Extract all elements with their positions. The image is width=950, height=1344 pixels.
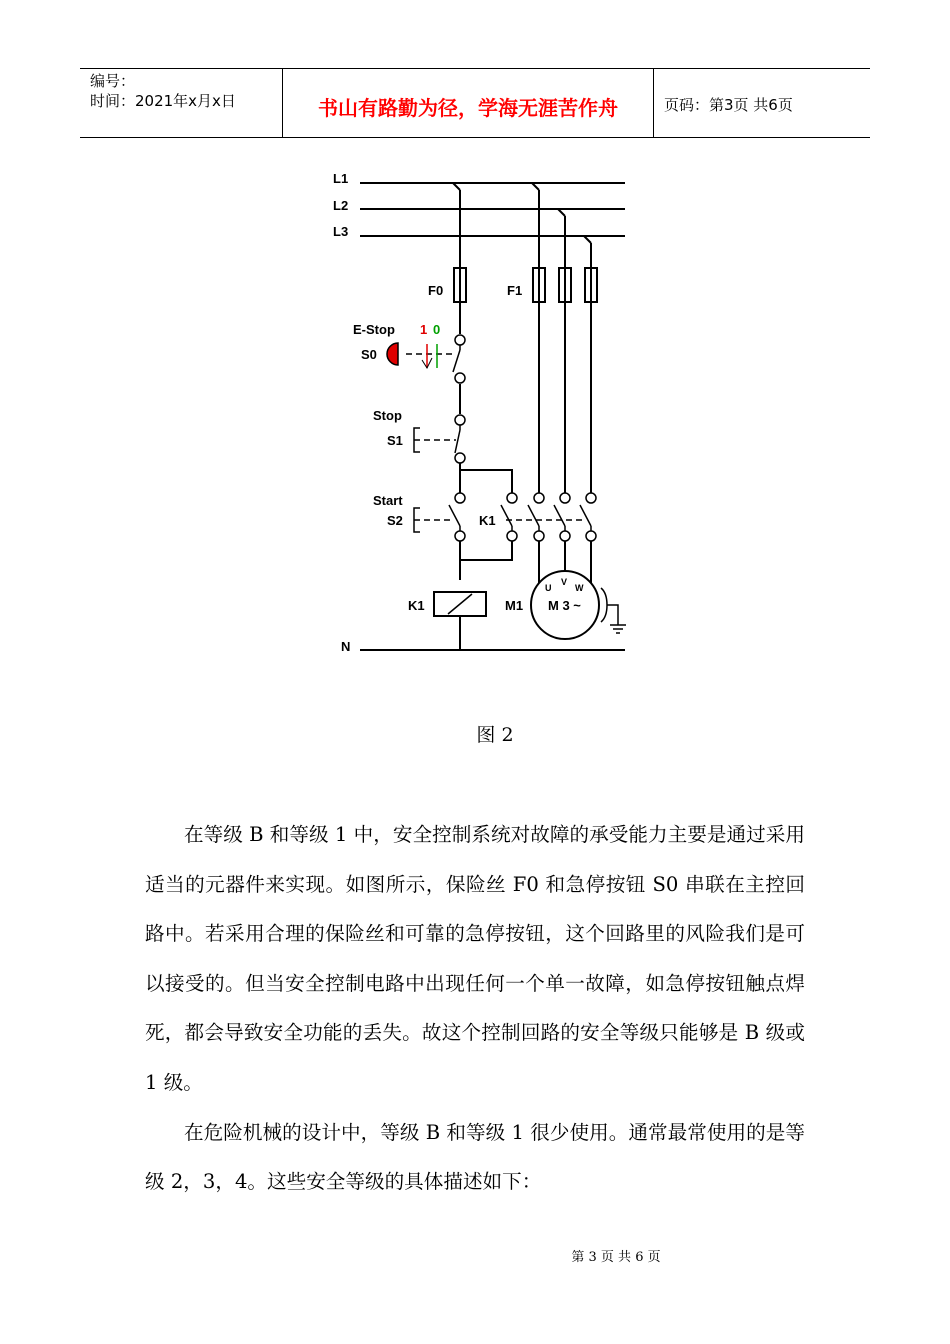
header-motto: 书山有路勤为径，学海无涯苦作舟 xyxy=(318,96,618,120)
circuit-diagram xyxy=(320,160,640,670)
label-m1: M1 xyxy=(505,598,524,613)
label-k1-coil: K1 xyxy=(408,598,425,613)
label-f1: F1 xyxy=(507,283,523,298)
label-l1: L1 xyxy=(333,171,349,186)
label-one: 1 xyxy=(420,322,428,337)
label-s1: S1 xyxy=(387,433,403,448)
fuse-f0 xyxy=(454,268,466,302)
label-w: W xyxy=(575,583,584,593)
start-switch xyxy=(414,493,465,541)
header-center-cell xyxy=(283,69,654,137)
label-u: U xyxy=(545,583,552,593)
label-v: V xyxy=(561,577,568,587)
header-page-info: 页码：第3页 共6页 xyxy=(664,96,793,114)
label-stop: Stop xyxy=(373,408,402,423)
label-f0: F0 xyxy=(428,283,444,298)
body-text xyxy=(145,810,805,1207)
label-zero: 0 xyxy=(433,322,441,337)
label-motor: M 3 ~ xyxy=(548,598,581,613)
page-footer: 第 3 页 共 6 页 xyxy=(571,1250,661,1265)
label-start: Start xyxy=(373,493,403,508)
label-s2: S2 xyxy=(387,513,403,528)
label-k1-contact: K1 xyxy=(479,513,496,528)
header-left-cell xyxy=(80,69,283,137)
paragraph: 在危险机械的设计中，等级 B 和等级 1 很少使用。通常最常使用的是等级 2，3，4。这些安全等级的具体描述如下： xyxy=(145,1120,805,1194)
estop-switch xyxy=(406,335,465,383)
time-label: 时间：2021年x月x日 xyxy=(90,92,236,110)
label-l2: L2 xyxy=(333,198,349,213)
label-s0: S0 xyxy=(361,347,377,362)
k1-contacts xyxy=(501,493,596,541)
power-wires xyxy=(532,183,591,585)
label-n: N xyxy=(341,639,351,654)
stop-switch xyxy=(414,415,465,463)
page-header xyxy=(80,68,870,138)
k1-coil xyxy=(434,592,486,616)
fuses-f1 xyxy=(533,268,597,302)
paragraph: 在等级 B 和等级 1 中，安全控制系统对故障的承受能力主要是通过采用适当的元器件来实现。如图所示，保险丝 F0 和急停按钮 S0 串联在主控回路中。若采用合理的保险丝和可靠的急停按钮，这个回路里的风险我们是可以接受的。但当安全控制电路中出现任何一个单一故障，如急停按钮触点焊死，都会导致安全功能的丢失。故这个控制回路的安全等级只能够是 B 级或 1 级。 xyxy=(145,823,805,1094)
label-estop: E-Stop xyxy=(353,322,395,337)
figure-caption: 图 2 xyxy=(476,724,514,746)
label-l3: L3 xyxy=(333,224,349,239)
estop-button-icon xyxy=(387,343,398,365)
number-label: 编号： xyxy=(90,72,136,90)
